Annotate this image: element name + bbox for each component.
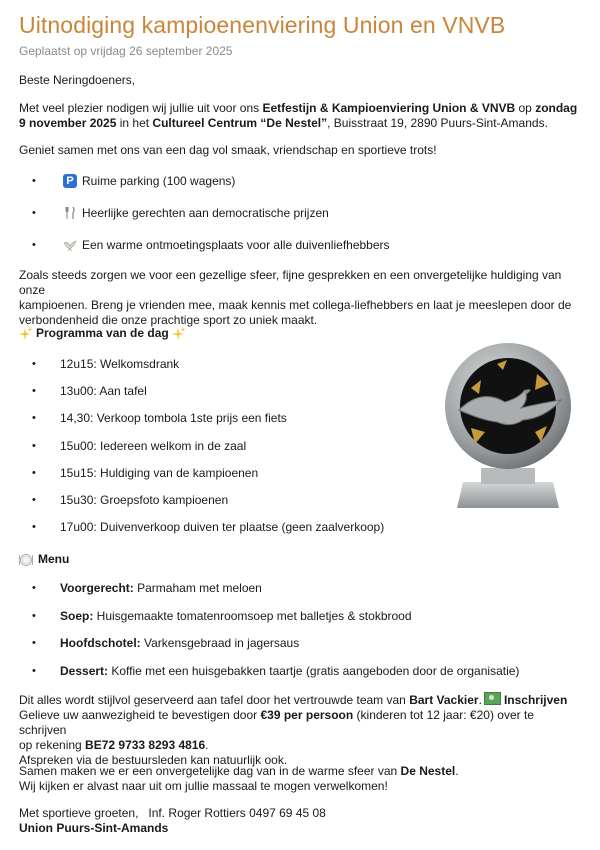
program-item: • 14,30: Verkoop tombola 1ste prijs een fiets — [19, 410, 287, 426]
signature-club: Union Puurs-Sint-Amands — [19, 821, 169, 835]
bank-account: BE72 9733 8293 4816 — [85, 738, 206, 752]
feature-item: • Een warme ontmoetingsplaats voor alle duivenliefhebbers — [19, 236, 390, 254]
parking-icon: P — [63, 174, 77, 188]
money-icon — [484, 692, 501, 705]
sparkles-icon — [19, 327, 33, 341]
price: €39 per persoon — [260, 708, 354, 722]
menu-item: • Hoofdschotel: Varkensgebraad in jagersaus — [19, 635, 299, 651]
program-item: • 15u30: Groepsfoto kampioenen — [19, 492, 228, 508]
greeting: Beste Neringdoeners, — [19, 73, 136, 87]
program-heading: Programma van de dag — [19, 326, 191, 341]
venue-address: , Buisstraat 19, 2890 Puurs-Sint-Amands. — [327, 116, 548, 130]
menu-item: • Voorgerecht: Parmaham met meloen — [19, 580, 262, 596]
intro-paragraph: Met veel plezier nodigen wij jullie uit voor ons Eetfestijn & Kampioenviering Union & VNVB op zondag 9 november 2025 in het Cultureel Centrum “De Nestel”, Buisstraat 19, 2890 Puurs-Sint-Amands. — [19, 101, 578, 130]
event-name: Eetfestijn & Kampioenviering Union & VNVB — [262, 101, 516, 115]
program-item: • 12u15: Welkomsdrank — [19, 356, 179, 372]
page-title: Uitnodiging kampioenenviering Union en VNVB — [19, 12, 506, 38]
intro-tagline: Geniet samen met ons van een dag vol smaak, vriendschap en sportieve trots! — [19, 143, 437, 157]
feature-item: • P Ruime parking (100 wagens) — [19, 172, 235, 190]
dove-icon — [63, 238, 77, 252]
pigeon-trophy-image — [441, 340, 575, 512]
closing-paragraph: Dit alles wordt stijlvol geserveerd aan tafel door het vertrouwde team van Bart Vackier. Inschrijven Gelieve uw aanwezigheid te bevestigen door €39 per persoon (kinderen tot 12 jaar: €20) over te schrijven op rekening BE72 9733 8293 4816. Afspreken via de bestuursleden kan natuurlijk ook. — [19, 693, 568, 767]
program-item: • 13u00: Aan tafel — [19, 383, 147, 399]
fork-knife-icon — [63, 206, 77, 220]
team-name: Bart Vackier — [409, 693, 479, 707]
plate-icon — [19, 553, 33, 567]
program-item: • 17u00: Duivenverkoop duiven ter plaatse (geen zaalverkoop) — [19, 519, 384, 535]
menu-item: • Soep: Huisgemaakte tomatenroomsoep met balletjes & stokbrood — [19, 608, 412, 624]
menu-item: • Dessert: Koffie met een huisgebakken taartje (gratis aangeboden door de organisatie) — [19, 663, 519, 679]
signature — [19, 806, 579, 836]
closing-wish: Samen maken we er een onvergetelijke dag van in de warme sfeer van De Nestel. Wij kijken er alvast naar uit om jullie massaal te mogen verwelkomen! — [19, 764, 459, 793]
program-item: • 15u15: Huldiging van de kampioenen — [19, 465, 258, 481]
signature-contact: Met sportieve groeten, Inf. Roger Rottiers 0497 69 45 08 — [19, 806, 326, 820]
feature-item: • Heerlijke gerechten aan democratische prijzen — [19, 204, 329, 222]
event-date: zondag 9 november 2025 — [19, 101, 578, 130]
program-item: • 15u00: Iedereen welkom in de zaal — [19, 438, 246, 454]
venue-name: Cultureel Centrum “De Nestel” — [152, 116, 328, 130]
body-paragraph: Zoals steeds zorgen we voor een gezellige sfeer, fijne gesprekken en een onvergetelijke huldiging van onze kampioenen. Breng je vrienden mee, maak kennis met collega-liefhebbers en laat je meeslepen door de verbondenheid die onze prachtige sport zo uniek maakt. — [19, 268, 572, 327]
sparkles-icon — [172, 327, 186, 341]
menu-heading: Menu — [19, 552, 69, 567]
registration-heading: Inschrijven — [503, 693, 568, 707]
posted-date: Geplaatst op vrijdag 26 september 2025 — [19, 44, 233, 58]
